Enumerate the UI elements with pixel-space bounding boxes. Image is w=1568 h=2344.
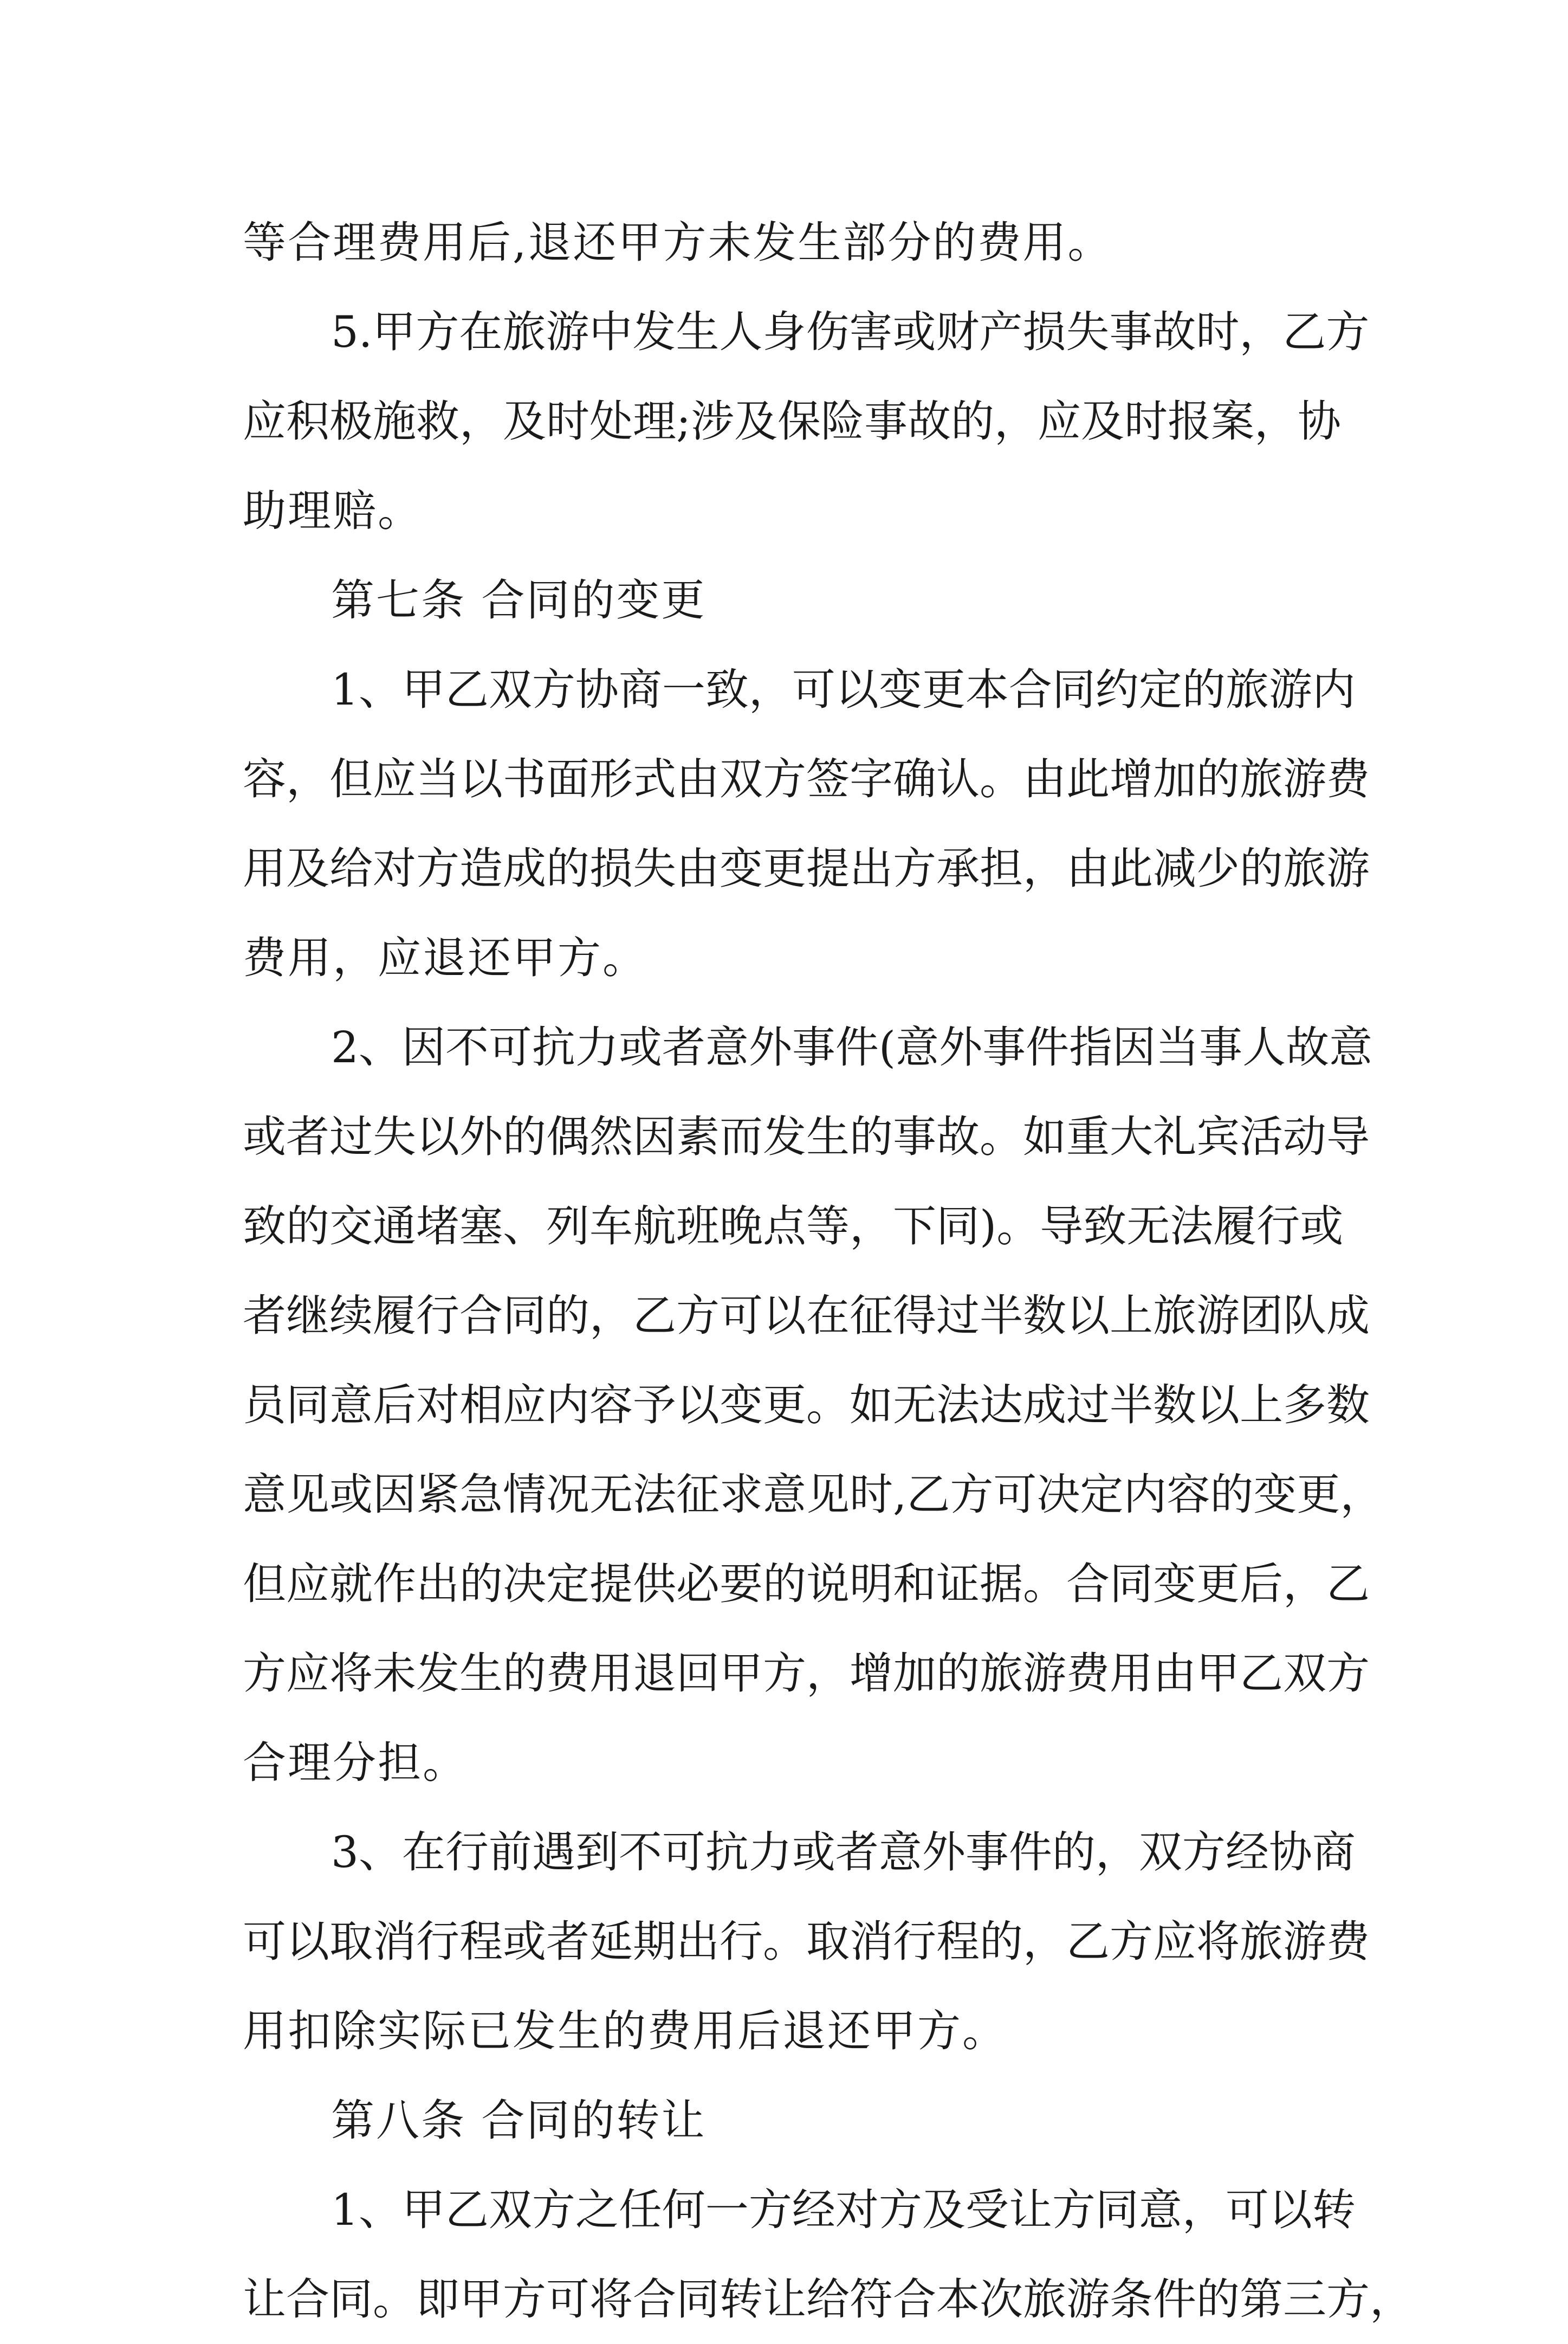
text-line: 3、在行前遇到不可抗力或者意外事件的，双方经协商 xyxy=(331,1827,1356,1877)
text-line: 方应将未发生的费用退回甲方，增加的旅游费用由甲乙双方 xyxy=(243,1648,1370,1699)
text-line: 1、甲乙双方之任何一方经对方及受让方同意，可以转 xyxy=(331,2185,1356,2235)
text-line: 可以取消行程或者延期出行。取消行程的，乙方应将旅游费 xyxy=(243,1916,1370,1967)
document-page xyxy=(243,198,1413,2344)
text-line: 1、甲乙双方协商一致，可以变更本合同约定的旅游内 xyxy=(331,664,1356,715)
text-line: 但应就作出的决定提供必要的说明和证据。合同变更后，乙 xyxy=(243,1559,1370,1609)
text-line: 5.甲方在旅游中发生人身伤害或财产损失事故时，乙方 xyxy=(331,307,1370,357)
text-line: 或者过失以外的偶然因素而发生的事故。如重大礼宾活动导 xyxy=(243,1112,1370,1162)
text-line: 等合理费用后,退还甲方未发生部分的费用。 xyxy=(243,217,1113,268)
text-line: 费用，应退还甲方。 xyxy=(243,933,647,983)
text-line: 合理分担。 xyxy=(243,1738,468,1788)
section-heading: 第八条 合同的转让 xyxy=(331,2095,707,2146)
text-line: 意见或因紧急情况无法征求意见时,乙方可决定内容的变更， xyxy=(243,1469,1384,1520)
text-line: 用扣除实际已发生的费用后退还甲方。 xyxy=(243,2006,1007,2056)
text-line: 让合同。即甲方可将合同转让给符合本次旅游条件的第三方， xyxy=(243,2274,1413,2324)
text-line: 致的交通堵塞、列车航班晚点等，下同)。导致无法履行或 xyxy=(243,1201,1344,1251)
text-line: 用及给对方造成的损失由变更提出方承担，由此减少的旅游 xyxy=(243,843,1370,894)
text-line: 容，但应当以书面形式由双方签字确认。由此增加的旅游费 xyxy=(243,754,1370,804)
section-heading: 第七条 合同的变更 xyxy=(331,575,707,625)
text-line: 助理赔。 xyxy=(243,486,423,536)
text-line: 2、因不可抗力或者意外事件(意外事件指因当事人故意 xyxy=(331,1022,1373,1073)
text-line: 应积极施救，及时处理;涉及保险事故的，应及时报案，协 xyxy=(243,396,1341,447)
text-line: 者继续履行合同的，乙方可以在征得过半数以上旅游团队成 xyxy=(243,1290,1370,1341)
text-line: 员同意后对相应内容予以变更。如无法达成过半数以上多数 xyxy=(243,1380,1370,1430)
